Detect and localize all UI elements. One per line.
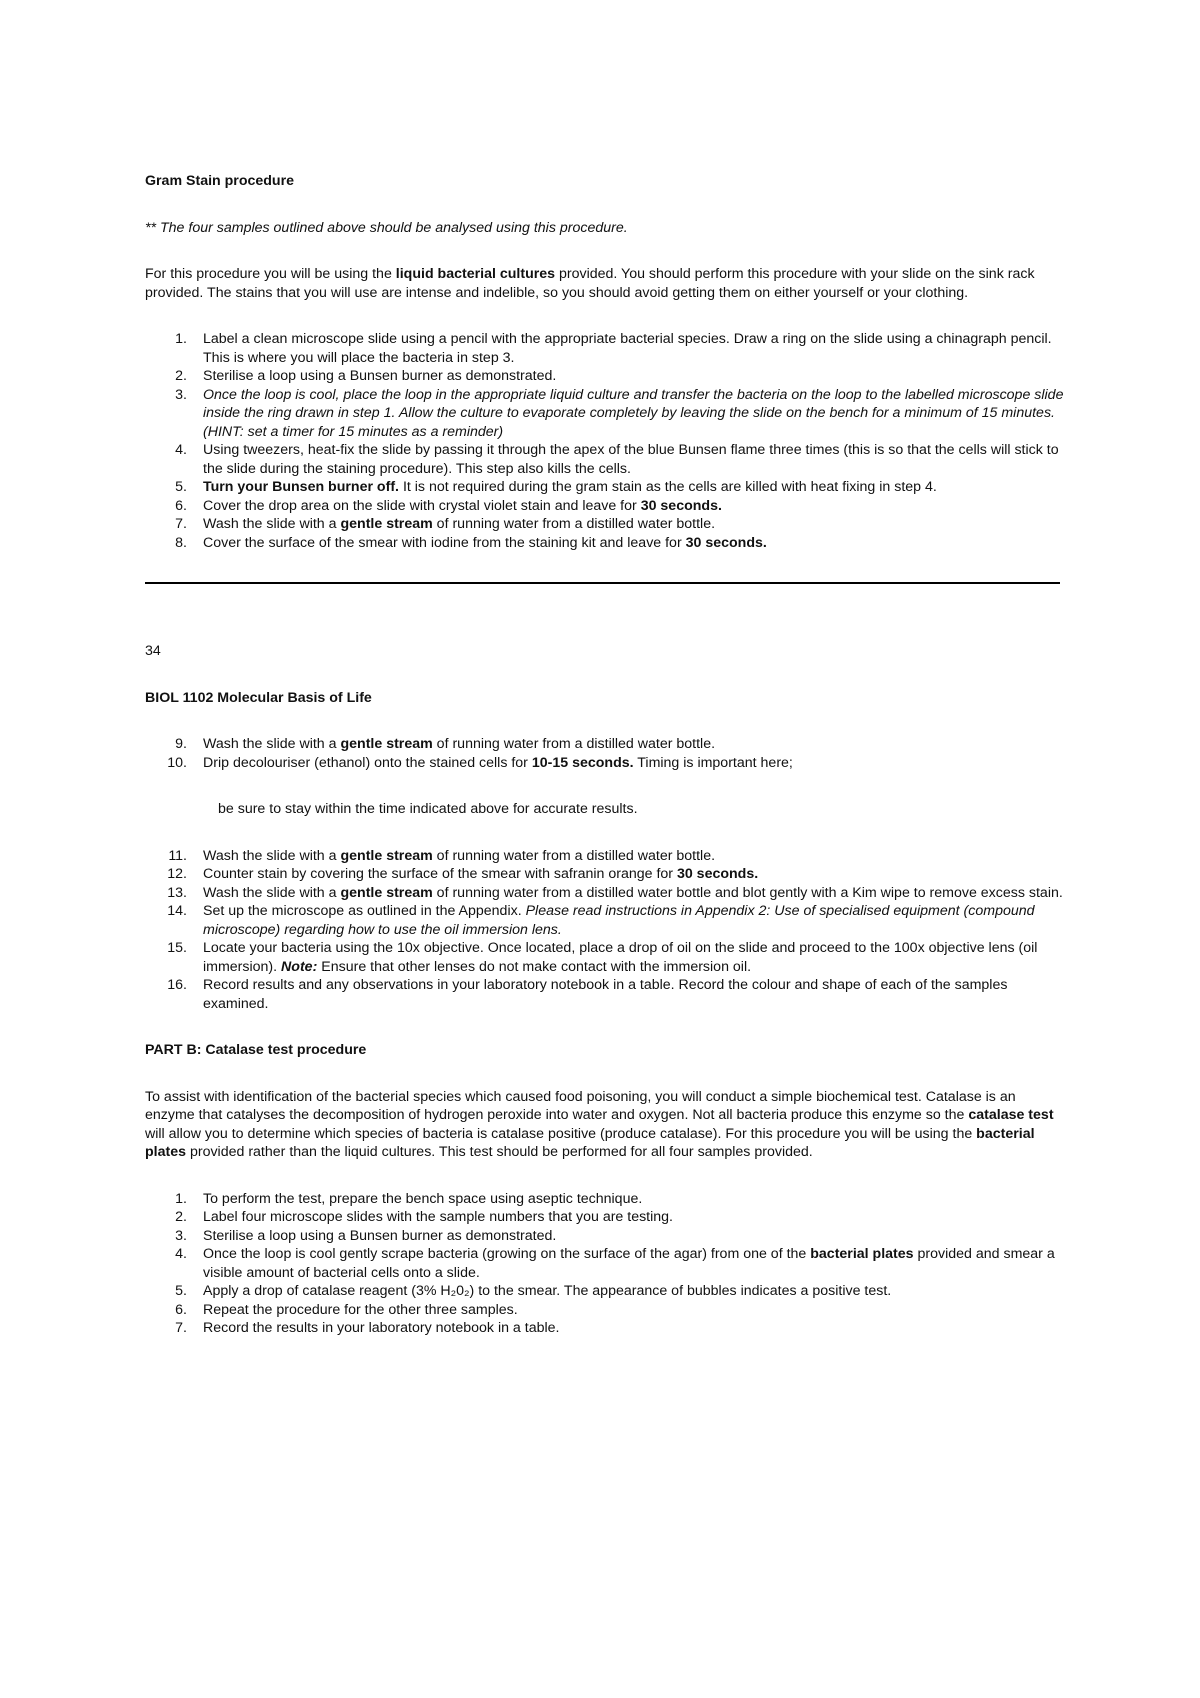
bold-text: bacterial plates bbox=[810, 1246, 914, 1262]
bold-text: bacterial plates bbox=[145, 1125, 1035, 1160]
step-item bbox=[145, 1282, 1065, 1301]
text-run: Once the loop is cool gently scrape bacteria (growing on the surface of the agar) from one of the bbox=[203, 1246, 811, 1262]
step-number: 14. bbox=[167, 903, 187, 919]
italic-text: Please read instructions in Appendix 2: Use of specialised equipment (compound microscope) regarding how to use the oil immersion lens. bbox=[203, 903, 1035, 938]
step-number: 6. bbox=[175, 497, 187, 514]
catalase-steps-list bbox=[145, 1190, 1065, 1338]
text-run: Set up the microscope as outlined in the Appendix. bbox=[203, 903, 526, 919]
step-number: 15. bbox=[167, 940, 187, 956]
step-10-continuation: be sure to stay within the time indicated above for accurate results. bbox=[218, 801, 638, 817]
step-item bbox=[145, 902, 1065, 939]
step-text bbox=[203, 367, 1065, 386]
step-number: 7. bbox=[175, 1320, 187, 1336]
step-number: 3. bbox=[175, 386, 187, 403]
step-number: 2. bbox=[175, 368, 187, 384]
bold-text: 10-15 seconds. bbox=[531, 754, 634, 771]
catalase-heading: PART B: Catalase test procedure bbox=[145, 1042, 367, 1058]
bold-text: 30 seconds. bbox=[676, 866, 759, 882]
text-run: Apply a drop of catalase reagent (3% H₂0₂) to the smear. The appearance of bubbles indicates a positive test. bbox=[203, 1283, 892, 1299]
bold-text: gentle stream bbox=[340, 884, 433, 901]
step-item bbox=[145, 939, 1065, 976]
gram-stain-note: ** The four samples outlined above should be analysed using this procedure. bbox=[145, 219, 628, 236]
step-number: 6. bbox=[175, 1301, 187, 1318]
step-text bbox=[203, 497, 1065, 516]
text-run: of running water from a distilled water bottle. bbox=[432, 516, 716, 532]
bold-text: Note: bbox=[281, 958, 318, 975]
step-item bbox=[145, 515, 1065, 534]
text-run: To assist with identification of the bacterial species which caused food poisoning, you will conduct a simple biochemical test. Catalase is an enzyme that catalyses the decomposition of hydrogen peroxide into water and oxygen. Not all bacteria produce this enzyme so the bbox=[145, 1088, 1016, 1123]
text-run: of running water from a distilled water bottle and blot gently with a Kim wipe to remove excess stain. bbox=[432, 884, 1063, 901]
bold-text: gentle stream bbox=[340, 736, 433, 752]
step-item bbox=[145, 884, 1065, 903]
step-text bbox=[203, 1301, 1065, 1320]
step-text bbox=[203, 534, 1065, 553]
step-text bbox=[203, 515, 1065, 534]
step-number: 16. bbox=[167, 977, 187, 993]
text-run: Ensure that other lenses do not make contact with the immersion oil. bbox=[317, 958, 752, 975]
step-item bbox=[145, 1301, 1065, 1320]
text-run: Wash the slide with a bbox=[203, 516, 341, 532]
page-break-rule bbox=[145, 582, 1060, 584]
text-run: will allow you to determine which species of bacteria is catalase positive (produce catalase). For this procedure you will be using the bbox=[145, 1125, 977, 1142]
step-item bbox=[145, 735, 1065, 754]
step-number: 8. bbox=[175, 534, 187, 551]
step-text bbox=[203, 865, 1065, 884]
document-page bbox=[145, 172, 1065, 1338]
step-item bbox=[145, 367, 1065, 386]
bold-text: liquid bacterial cultures bbox=[395, 266, 556, 282]
text-run: Record the results in your laboratory notebook in a table. bbox=[203, 1320, 560, 1336]
gram-stain-intro bbox=[145, 265, 1065, 302]
step-text bbox=[203, 976, 1065, 1013]
bold-text: Turn your Bunsen burner off. bbox=[203, 479, 399, 495]
text-run: Wash the slide with a bbox=[203, 847, 341, 864]
step-number: 4. bbox=[175, 1246, 187, 1262]
step-item bbox=[145, 865, 1065, 884]
text-run: Label a clean microscope slide using a pencil with the appropriate bacterial species. Draw a ring on the slide using a chinagraph pencil. This is where you will place the bacteria in step 3. bbox=[203, 331, 1052, 366]
step-number: 3. bbox=[175, 1227, 187, 1244]
text-run: Sterilise a loop using a Bunsen burner as demonstrated. bbox=[203, 368, 557, 384]
step-item bbox=[145, 330, 1065, 367]
step-text bbox=[203, 386, 1065, 442]
step-number: 1. bbox=[175, 1190, 187, 1207]
step-item bbox=[145, 1190, 1065, 1209]
step-item bbox=[145, 478, 1065, 497]
gram-steps-list-1 bbox=[145, 330, 1065, 552]
step-item bbox=[145, 1208, 1065, 1227]
text-run: provided and smear a visible amount of bacterial cells onto a slide. bbox=[203, 1246, 1055, 1281]
step-number: 12. bbox=[167, 866, 187, 882]
step-item bbox=[145, 534, 1065, 553]
step-number: 10. bbox=[167, 754, 187, 771]
step-text bbox=[203, 1282, 1065, 1301]
bold-text: 30 seconds. bbox=[685, 534, 767, 551]
step-text bbox=[203, 735, 1065, 754]
text-run: Wash the slide with a bbox=[203, 884, 341, 901]
text-run: Counter stain by covering the surface of the smear with safranin orange for bbox=[203, 866, 677, 882]
running-head: BIOL 1102 Molecular Basis of Life bbox=[145, 689, 372, 706]
step-item bbox=[145, 441, 1065, 478]
text-run: of running water from a distilled water bottle. bbox=[432, 736, 716, 752]
bold-text: 30 seconds. bbox=[640, 497, 722, 514]
text-run: provided rather than the liquid cultures. This test should be performed for all four samples provided. bbox=[186, 1144, 813, 1160]
text-run: Repeat the procedure for the other three samples. bbox=[203, 1301, 518, 1318]
step-number: 7. bbox=[175, 516, 187, 532]
step-item bbox=[145, 754, 1065, 773]
text-run: Locate your bacteria using the 10x objective. Once located, place a drop of oil on the slide and proceed to the 100x objective lens (oil immersion). bbox=[203, 940, 1038, 975]
step-number: 13. bbox=[167, 884, 187, 901]
bold-text: gentle stream bbox=[340, 516, 433, 532]
step-text bbox=[203, 1245, 1065, 1282]
catalase-intro bbox=[145, 1088, 1065, 1162]
text-run: Cover the surface of the smear with iodine from the staining kit and leave for bbox=[203, 534, 686, 551]
step-number: 1. bbox=[175, 331, 187, 347]
step-text bbox=[203, 902, 1065, 939]
step-item bbox=[145, 976, 1065, 1013]
text-run: of running water from a distilled water bottle. bbox=[432, 847, 716, 864]
step-text bbox=[203, 478, 1065, 497]
text-run: Label four microscope slides with the sample numbers that you are testing. bbox=[203, 1209, 674, 1225]
step-number: 11. bbox=[168, 847, 187, 864]
step-number: 5. bbox=[175, 1283, 187, 1299]
text-run: Sterilise a loop using a Bunsen burner as demonstrated. bbox=[203, 1227, 557, 1244]
step-item bbox=[145, 386, 1065, 442]
text-run: To perform the test, prepare the bench space using aseptic technique. bbox=[203, 1190, 643, 1207]
step-text bbox=[203, 1190, 1065, 1209]
text-run: Record results and any observations in your laboratory notebook in a table. Record the colour and shape of each of the samples examined. bbox=[203, 977, 1008, 1012]
step-number: 5. bbox=[175, 479, 187, 495]
text-run: Timing is important here; bbox=[633, 754, 793, 771]
step-text bbox=[203, 754, 1065, 773]
step-text bbox=[203, 330, 1065, 367]
step-text bbox=[203, 1227, 1065, 1246]
gram-steps-list-3 bbox=[145, 847, 1065, 1014]
step-text bbox=[203, 1319, 1065, 1338]
step-text bbox=[203, 939, 1065, 976]
page-number: 34 bbox=[145, 643, 161, 659]
text-run: provided. You should perform this procedure with your slide on the sink rack provided. The stains that you will use are intense and indelible, so you should avoid getting them on either yourself or your clothing. bbox=[145, 266, 1035, 301]
text-run: For this procedure you will be using the bbox=[145, 266, 396, 282]
step-item bbox=[145, 1245, 1065, 1282]
step-number: 2. bbox=[175, 1209, 187, 1225]
gram-stain-heading: Gram Stain procedure bbox=[145, 173, 295, 189]
bold-text: gentle stream bbox=[340, 847, 433, 864]
step-number: 4. bbox=[175, 442, 187, 458]
step-item bbox=[145, 1319, 1065, 1338]
step-item bbox=[145, 1227, 1065, 1246]
step-text bbox=[203, 884, 1065, 903]
step-number: 9. bbox=[175, 736, 187, 752]
text-run: Drip decolouriser (ethanol) onto the stained cells for bbox=[203, 754, 532, 771]
step-text bbox=[203, 441, 1065, 478]
text-run: Cover the drop area on the slide with crystal violet stain and leave for bbox=[203, 497, 641, 514]
step-item bbox=[145, 847, 1065, 866]
text-run: Wash the slide with a bbox=[203, 736, 341, 752]
step-item bbox=[145, 497, 1065, 516]
text-run: Using tweezers, heat-fix the slide by passing it through the apex of the blue Bunsen flame three times (this is so that the cells will stick to the slide during the staining procedure). This step also kills the cells. bbox=[203, 442, 1059, 477]
text-run: It is not required during the gram stain as the cells are killed with heat fixing in step 4. bbox=[399, 479, 937, 495]
step-text bbox=[203, 1208, 1065, 1227]
bold-text: catalase test bbox=[968, 1107, 1054, 1123]
text-run: Once the loop is cool, place the loop in the appropriate liquid culture and transfer the bacteria on the loop to the labelled microscope slide inside the ring drawn in step 1. Allow the culture to evaporate completely by leaving the slide on the bench for a minimum of 15 minutes. (HINT: set a timer for 15 minutes as a reminder) bbox=[203, 386, 1064, 440]
step-text bbox=[203, 847, 1065, 866]
gram-steps-list-2 bbox=[145, 735, 1065, 772]
